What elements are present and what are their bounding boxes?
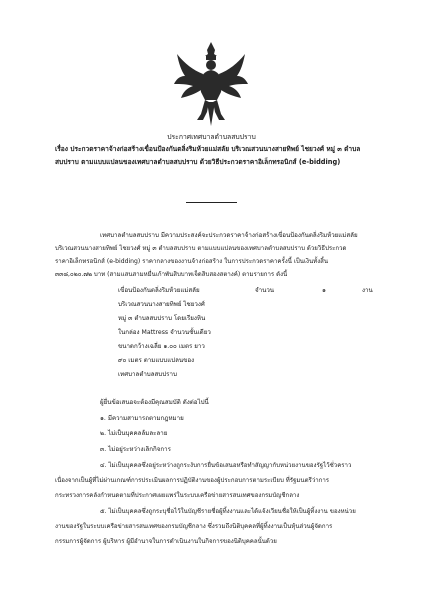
item-description-line: เขื่อนป้องกันตลิ่งริมห้วยแม่สลัย: [118, 287, 200, 294]
qualification-item: ๓. ไม่อยู่ระหว่างเลิกกิจการ: [100, 446, 171, 453]
divider: [186, 202, 237, 203]
quantity-unit: งาน: [362, 287, 373, 294]
qualification-item: กรรมการผู้จัดการ ผู้บริหาร ผู้มีอำนาจในการดำเนินงานในกิจการของนิติบุคคลนั้นด้วย: [55, 538, 277, 545]
item-description-line: หมู่ ๓ ตำบลสบปราบ โดยเรียงหิน: [118, 315, 206, 322]
subject-line-1: เรื่อง ประกวดราคาจ้างก่อสร้างเขื่อนป้องกันตลิ่งริมห้วยแม่สลัย บริเวณสวนนางสายทิพย์ ไชยวงศ์ หมู่ ๓ ตำบล: [55, 145, 361, 153]
intro-line: ๓๓๘,๐๒๐.๗๒ บาท (สามแสนสามหมื่นเก้าพันสิบบาทเจ็ดสิบสองสตางค์) ตามรายการ ดังนี้: [55, 271, 288, 278]
intro-line: เทศบาลตำบลสบปราบ มีความประสงค์จะประกวดราคาจ้างก่อสร้างเขื่อนป้องกันตลิ่งริมห้วยแม่สลัย: [100, 232, 358, 239]
qualification-item: เนื่องจากเป็นผู้ที่ไม่ผ่านเกณฑ์การประเมินผลการปฏิบัติงานของผู้ประกอบการตามระเบียบ ที่รัฐมนตรีว่าการ: [55, 477, 330, 484]
qualification-item: ๑. มีความสามารถตามกฎหมาย: [100, 415, 184, 422]
qualification-item: ๔. ไม่เป็นบุคคลซึ่งอยู่ระหว่างถูกระงับการยื่นข้อเสนอหรือทำสัญญากับหน่วยงานของรัฐไว้ชั่วคราว: [100, 462, 352, 469]
subject-line-2: สบปราบ ตามแบบแปลนของเทศบาลตำบลสบปราบ ด้วยวิธีประกวดราคาอิเล็กทรอนิกส์ (e-bidding): [55, 158, 341, 166]
qualification-item: ๕. ไม่เป็นบุคคลซึ่งถูกระบุชื่อไว้ในบัญชีรายชื่อผู้ทิ้งงานและได้แจ้งเวียนชื่อให้เป็นผู้ทิ้งงาน ของหน่วย: [100, 508, 356, 515]
item-description-line: ในกล่อง Mattress จำนวนชั้นเดียว: [118, 329, 211, 336]
item-description-line: ๙๐ เมตร ตามแบบแปลนของ: [118, 357, 195, 364]
qualification-item: ๒. ไม่เป็นบุคคลล้มละลาย: [100, 430, 168, 437]
announcement-title: ประกาศเทศบาลตำบลสบปราบ: [167, 133, 256, 141]
item-description-line: บริเวณสวนนางสายทิพย์ ไชยวงศ์: [118, 301, 205, 308]
item-description-line: เทศบาลตำบลสบปราบ: [118, 371, 177, 378]
intro-line: ราคาอิเล็กทรอนิกส์ (e-bidding) ราคากลางของงานจ้างก่อสร้าง ในการประกวดราคาครั้งนี้ เป็นเงินทั้งสิ้น: [55, 258, 329, 265]
item-description-line: ขนาดกว้างเฉลี่ย ๑.๐๐ เมตร ยาว: [118, 343, 205, 350]
garuda-emblem-icon: [171, 40, 251, 128]
qualification-item: กระทรวงการคลังกำหนดตามที่ประกาศเผยแพร่ในระบบเครือข่ายสารสนเทศของกรมบัญชีกลาง: [55, 492, 300, 499]
intro-line: บริเวณสวนนางสายทิพย์ ไชยวงศ์ หมู่ ๓ ตำบลสบปราบ ตามแบบแปลนของเทศบาลตำบลสบปราบ ด้วยวิธีประกวด: [55, 245, 347, 252]
qualification-item: งานของรัฐในระบบเครือข่ายสารสนเทศของกรมบัญชีกลาง ซึ่งรวมถึงนิติบุคคลที่ผู้ทิ้งงานเป็นหุ้นส่วนผู้จัดการ: [55, 523, 333, 530]
quantity-label: จำนวน: [255, 287, 275, 294]
qualifications-heading: ผู้ยื่นข้อเสนอจะต้องมีคุณสมบัติ ดังต่อไปนี้: [100, 399, 209, 406]
quantity-value: ๑: [322, 287, 326, 294]
